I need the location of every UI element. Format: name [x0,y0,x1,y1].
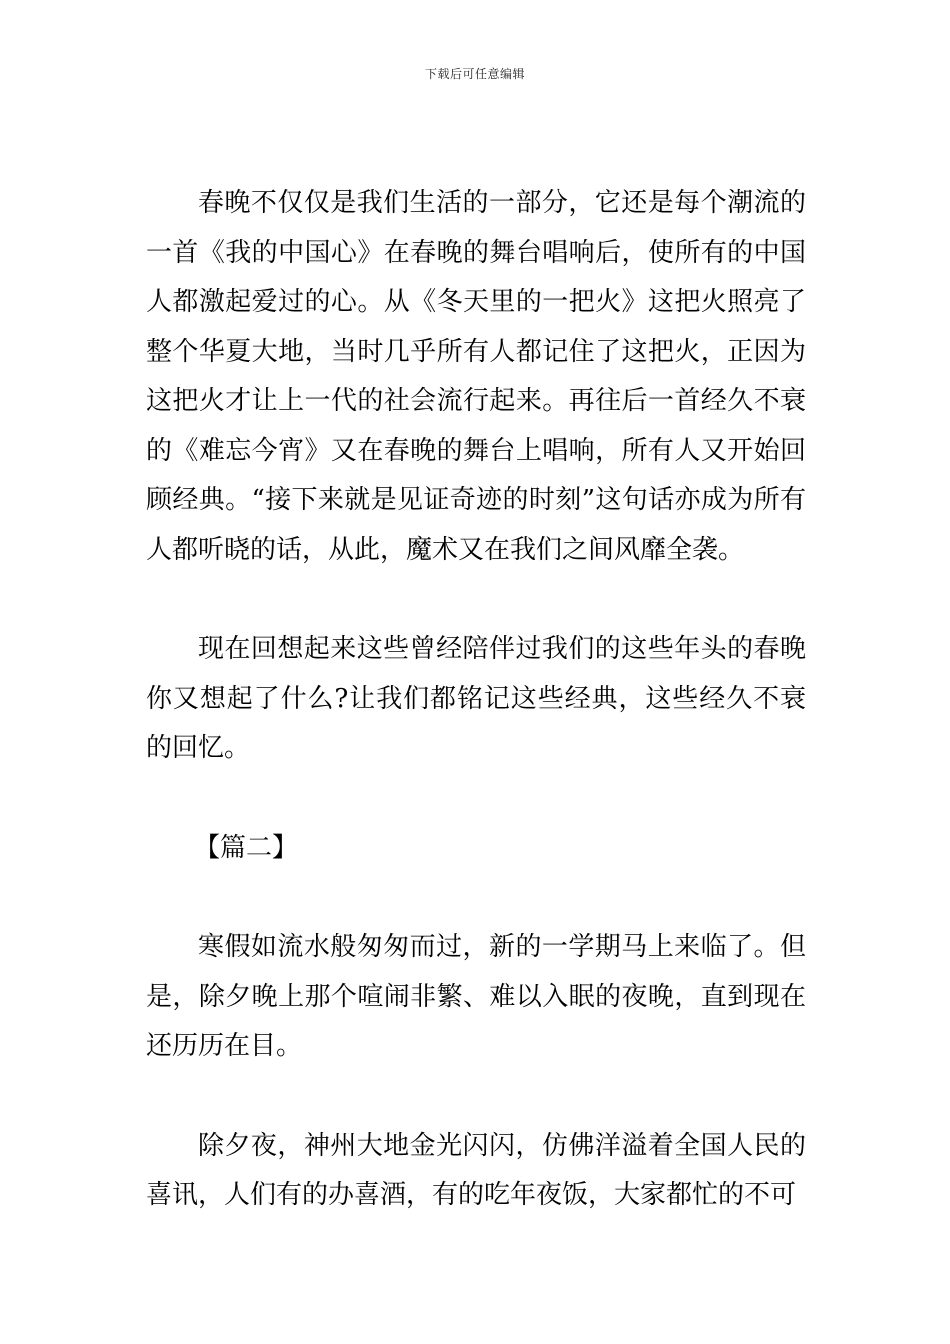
section-heading: 【篇二】 [194,832,299,863]
paragraph-spring-gala: 春晚不仅仅是我们生活的一部分，它还是每个潮流的一首《我的中国心》在春晚的舞台唱响后，使所有的中国人都激起爱过的心。从《冬天里的一把火》这把火照亮了整个华夏大地，当时几乎所有人都记住了这把火，正因为这把火才让上一代的社会流行起来。再往后一首经久不衰的《难忘今宵》又在春晚的舞台上唱响，所有人又开始回顾经典。“接下来就是见证奇迹的时刻”这句话亦成为所有人都听晓的话，从此，魔术又在我们之间风靡全袭。 [146,188,806,565]
paragraph-recollection: 现在回想起来这些曾经陪伴过我们的这些年头的春晚你又想起了什么?让我们都铭记这些经典，这些经久不衰的回忆。 [146,634,806,763]
paragraph-spacer [146,575,806,625]
paragraph-spacer [146,774,806,824]
document-body [146,179,806,1221]
paragraph-spacer [146,1072,806,1122]
page-header: 下载后可任意编辑 [424,67,525,81]
paragraph-winter-break: 寒假如流水般匆匆而过，新的一学期马上来临了。但是，除夕晚上那个喧闹非繁、难以入眠的夜晚，直到现在还历历在目。 [146,932,806,1061]
paragraph-new-years-eve: 除夕夜，神州大地金光闪闪，仿佛洋溢着全国人民的喜讯，人们有的办喜酒，有的吃年夜饭，大家都忙的不可 [146,1130,806,1210]
paragraph-spacer [146,873,806,923]
